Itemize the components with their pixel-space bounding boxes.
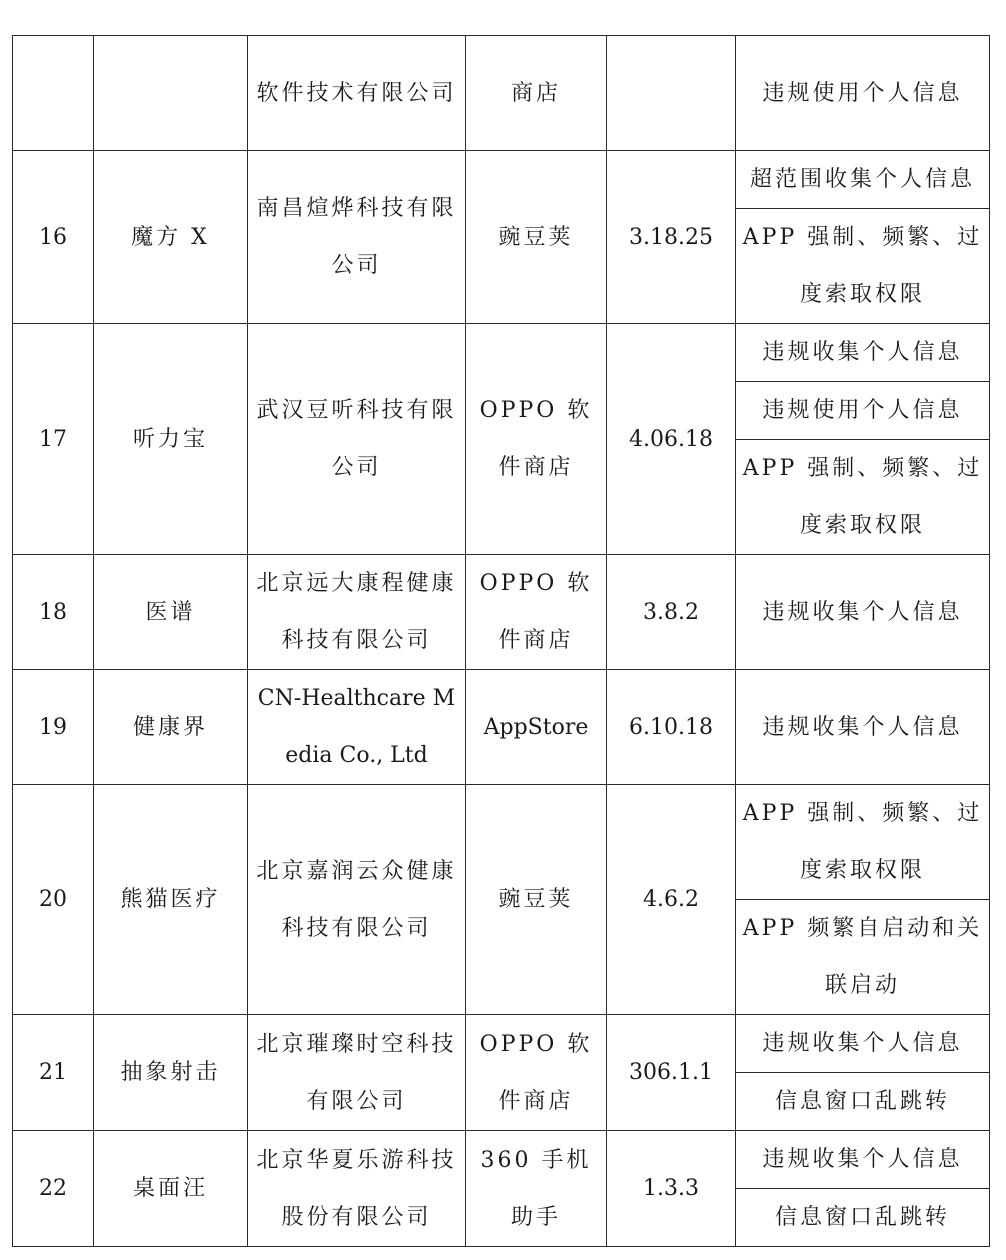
app-store: AppStore (466, 670, 607, 785)
app-store: 360 手机助手 (466, 1131, 607, 1247)
violation-issue: 违规使用个人信息 (736, 36, 990, 151)
app-version: 6.10.18 (607, 670, 736, 785)
company-name: CN-Healthcare Media Co., Ltd (248, 670, 466, 785)
table-row (13, 1131, 990, 1189)
table-row (13, 151, 990, 209)
app-version: 1.3.3 (607, 1131, 736, 1247)
app-violation-table (12, 35, 990, 1247)
violation-issue: APP 强制、频繁、过度索取权限 (736, 785, 990, 900)
row-number: 18 (13, 555, 94, 670)
violation-issue: 违规收集个人信息 (736, 555, 990, 670)
app-name: 听力宝 (94, 324, 248, 555)
violation-issue: 超范围收集个人信息 (736, 151, 990, 209)
violation-issue: 违规收集个人信息 (736, 1015, 990, 1073)
violation-issue: 违规收集个人信息 (736, 670, 990, 785)
app-name: 健康界 (94, 670, 248, 785)
company-name: 北京远大康程健康科技有限公司 (248, 555, 466, 670)
company-name: 北京璀璨时空科技有限公司 (248, 1015, 466, 1131)
app-name (94, 36, 248, 151)
violation-issue: APP 强制、频繁、过度索取权限 (736, 209, 990, 324)
app-version: 3.8.2 (607, 555, 736, 670)
app-version: 4.06.18 (607, 324, 736, 555)
violation-issue: 违规使用个人信息 (736, 382, 990, 440)
row-number: 16 (13, 151, 94, 324)
app-name: 魔方 X (94, 151, 248, 324)
app-name: 桌面汪 (94, 1131, 248, 1247)
company-name: 软件技术有限公司 (248, 36, 466, 151)
table-row (13, 324, 990, 382)
app-version (607, 36, 736, 151)
app-store: 豌豆荚 (466, 785, 607, 1015)
app-name: 熊猫医疗 (94, 785, 248, 1015)
table-row (13, 670, 990, 785)
company-name: 北京华夏乐游科技股份有限公司 (248, 1131, 466, 1247)
app-name: 医谱 (94, 555, 248, 670)
company-name: 北京嘉润云众健康科技有限公司 (248, 785, 466, 1015)
row-number (13, 36, 94, 151)
app-name: 抽象射击 (94, 1015, 248, 1131)
app-version: 4.6.2 (607, 785, 736, 1015)
company-name: 南昌煊烨科技有限公司 (248, 151, 466, 324)
app-store: OPPO 软件商店 (466, 555, 607, 670)
violation-issue: APP 强制、频繁、过度索取权限 (736, 440, 990, 555)
app-version: 3.18.25 (607, 151, 736, 324)
row-number: 20 (13, 785, 94, 1015)
app-store: 商店 (466, 36, 607, 151)
table-row (13, 1015, 990, 1073)
violation-issue: 信息窗口乱跳转 (736, 1073, 990, 1131)
violation-issue: 信息窗口乱跳转 (736, 1189, 990, 1247)
app-store: 豌豆荚 (466, 151, 607, 324)
table-row (13, 36, 990, 151)
row-number: 17 (13, 324, 94, 555)
table-row (13, 555, 990, 670)
company-name: 武汉豆听科技有限公司 (248, 324, 466, 555)
app-version: 306.1.1 (607, 1015, 736, 1131)
violation-issue: 违规收集个人信息 (736, 324, 990, 382)
violation-issue: APP 频繁自启动和关联启动 (736, 900, 990, 1015)
app-store: OPPO 软件商店 (466, 324, 607, 555)
row-number: 22 (13, 1131, 94, 1247)
app-store: OPPO 软件商店 (466, 1015, 607, 1131)
violation-issue: 违规收集个人信息 (736, 1131, 990, 1189)
row-number: 21 (13, 1015, 94, 1131)
row-number: 19 (13, 670, 94, 785)
table-row (13, 785, 990, 900)
